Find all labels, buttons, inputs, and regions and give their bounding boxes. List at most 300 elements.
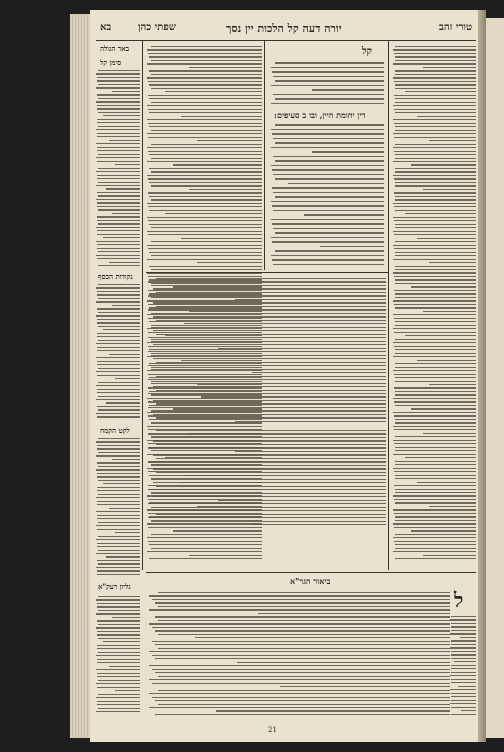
text-line xyxy=(97,648,140,649)
commentary-text xyxy=(146,430,386,530)
text-line xyxy=(147,63,262,64)
text-line xyxy=(112,459,140,460)
text-line xyxy=(148,393,386,394)
text-line xyxy=(312,151,384,153)
text-line xyxy=(98,466,140,467)
left-margin-subtitle: סימן קל xyxy=(100,58,122,67)
text-line xyxy=(148,489,386,490)
text-line xyxy=(395,182,476,183)
text-line xyxy=(152,655,450,656)
text-line xyxy=(97,501,140,502)
text-line xyxy=(97,504,140,505)
text-line xyxy=(98,563,140,564)
left-margin-subtitle: גליון רעק"א xyxy=(98,582,131,591)
text-line xyxy=(156,292,386,293)
text-line xyxy=(395,461,476,462)
text-line xyxy=(97,490,140,491)
text-line xyxy=(155,658,450,659)
text-line xyxy=(115,690,140,691)
text-line xyxy=(147,77,262,78)
text-line xyxy=(147,49,262,50)
text-line xyxy=(155,630,450,631)
text-line xyxy=(304,214,384,216)
text-line xyxy=(98,98,140,99)
text-line xyxy=(97,704,140,705)
text-line xyxy=(218,500,386,501)
text-line xyxy=(96,143,140,144)
text-line xyxy=(395,185,476,186)
text-line xyxy=(429,140,476,141)
text-line xyxy=(271,67,384,69)
text-line xyxy=(149,182,262,183)
text-line xyxy=(96,441,140,442)
text-line xyxy=(98,112,140,113)
text-line xyxy=(149,266,262,267)
text-line xyxy=(98,550,140,551)
text-line xyxy=(151,437,386,438)
text-line xyxy=(98,480,140,481)
opening-letter: ל xyxy=(454,588,464,612)
text-line xyxy=(155,700,450,701)
text-line xyxy=(184,475,386,476)
text-line xyxy=(393,551,476,552)
text-line xyxy=(97,248,140,249)
text-line xyxy=(97,244,140,245)
text-line xyxy=(96,567,140,568)
text-line xyxy=(97,687,140,688)
text-line xyxy=(97,631,140,632)
text-line xyxy=(280,686,450,687)
text-line xyxy=(272,223,384,225)
text-line xyxy=(272,187,384,189)
text-line xyxy=(152,697,450,698)
text-line xyxy=(395,168,476,169)
text-line xyxy=(173,530,262,531)
text-line xyxy=(98,536,140,537)
text-line xyxy=(395,436,476,437)
text-line xyxy=(394,137,476,138)
text-line xyxy=(275,160,384,162)
text-line xyxy=(395,339,476,340)
text-line xyxy=(112,617,140,618)
text-line xyxy=(394,220,476,221)
text-line xyxy=(394,123,476,124)
text-line xyxy=(97,178,140,179)
text-line xyxy=(395,422,476,423)
gra-commentary-text xyxy=(146,592,450,720)
text-line xyxy=(156,458,386,459)
text-line xyxy=(148,295,386,296)
text-line xyxy=(97,570,140,571)
text-line xyxy=(96,199,140,200)
text-line xyxy=(450,633,476,634)
text-line xyxy=(184,323,386,324)
text-line xyxy=(156,334,386,335)
text-line xyxy=(394,234,476,235)
text-line xyxy=(411,530,476,531)
text-line xyxy=(96,711,140,712)
text-line xyxy=(149,665,450,666)
text-line xyxy=(148,53,262,54)
text-line xyxy=(98,84,140,85)
text-line xyxy=(96,511,140,512)
text-line xyxy=(273,138,384,140)
text-line xyxy=(450,619,476,620)
siman-heading: דין יחומת היין, ובו ב סעיפים: xyxy=(274,110,366,120)
text-line xyxy=(151,185,262,186)
text-line xyxy=(98,522,140,523)
text-line xyxy=(393,147,476,148)
text-line xyxy=(97,291,140,292)
text-line xyxy=(96,101,140,102)
text-line xyxy=(394,332,476,333)
text-line xyxy=(148,351,386,352)
text-line xyxy=(395,377,476,378)
text-line xyxy=(97,574,140,575)
text-line xyxy=(98,396,140,397)
text-line xyxy=(156,376,386,377)
text-line xyxy=(147,133,262,134)
text-line xyxy=(393,454,476,455)
text-line xyxy=(393,133,476,134)
text-line xyxy=(151,313,386,314)
text-line xyxy=(97,119,140,120)
text-line xyxy=(395,502,476,503)
text-line xyxy=(103,329,140,330)
text-line xyxy=(98,708,140,709)
text-line xyxy=(395,98,476,99)
text-line xyxy=(158,690,450,691)
text-line xyxy=(394,485,476,486)
text-line xyxy=(148,220,262,221)
text-line xyxy=(98,195,140,196)
text-line xyxy=(394,95,476,96)
bottom-commentary-title: ביאור הגר"א xyxy=(290,576,331,586)
text-line xyxy=(273,94,384,96)
text-line xyxy=(149,56,262,57)
text-line xyxy=(451,696,476,697)
text-line xyxy=(156,444,386,445)
text-line xyxy=(429,262,476,263)
text-line xyxy=(394,387,476,388)
text-line xyxy=(395,60,476,61)
text-line xyxy=(98,340,140,341)
text-line xyxy=(97,161,140,162)
text-line xyxy=(147,217,262,218)
text-line xyxy=(394,541,476,542)
left-margin-text xyxy=(96,438,140,578)
text-line xyxy=(395,520,476,521)
text-line xyxy=(252,524,386,525)
text-line xyxy=(109,354,140,355)
header-left-title: שפתי כהן xyxy=(138,22,176,33)
text-line xyxy=(158,634,450,635)
text-line xyxy=(112,213,140,214)
text-line xyxy=(393,49,476,50)
text-line xyxy=(272,241,384,243)
text-line xyxy=(394,374,476,375)
text-line xyxy=(97,133,140,134)
folio-number: 21 xyxy=(268,726,277,734)
text-line xyxy=(97,319,140,320)
text-line xyxy=(395,227,476,228)
text-line xyxy=(258,613,450,614)
text-line xyxy=(97,529,140,530)
text-line xyxy=(106,556,140,557)
text-line xyxy=(97,230,140,231)
text-line xyxy=(216,710,450,711)
text-line xyxy=(97,487,140,488)
text-line xyxy=(395,102,476,103)
text-line xyxy=(148,309,386,310)
gra-commentary-text xyxy=(450,616,476,720)
text-line xyxy=(97,416,140,417)
text-line xyxy=(103,483,140,484)
text-line xyxy=(451,672,476,673)
text-line xyxy=(271,255,384,257)
text-line xyxy=(395,391,476,392)
text-line xyxy=(148,447,386,448)
text-line xyxy=(98,126,140,127)
text-line xyxy=(152,599,450,600)
text-line xyxy=(395,381,476,382)
text-line xyxy=(201,396,386,397)
text-line xyxy=(149,98,262,99)
text-line xyxy=(271,219,384,221)
text-line xyxy=(97,543,140,544)
text-line xyxy=(158,704,450,705)
text-line xyxy=(405,213,476,214)
text-line xyxy=(97,560,140,561)
text-line xyxy=(153,288,386,289)
text-line xyxy=(395,419,476,420)
text-line xyxy=(394,81,476,82)
text-line xyxy=(148,81,262,82)
text-line xyxy=(395,325,476,326)
text-line xyxy=(275,250,384,252)
text-line xyxy=(394,318,476,319)
text-line xyxy=(395,224,476,225)
text-line xyxy=(96,399,140,400)
text-line xyxy=(151,355,386,356)
text-line xyxy=(98,223,140,224)
text-line xyxy=(147,147,262,148)
text-line xyxy=(96,655,140,656)
text-line xyxy=(152,641,450,642)
text-line xyxy=(96,87,140,88)
text-line xyxy=(394,499,476,500)
text-line xyxy=(96,455,140,456)
text-line xyxy=(147,537,262,538)
text-line xyxy=(97,659,140,660)
text-line xyxy=(395,464,476,465)
text-line xyxy=(395,394,476,395)
text-line xyxy=(429,506,476,507)
text-line xyxy=(148,137,262,138)
text-line xyxy=(395,353,476,354)
text-line xyxy=(96,371,140,372)
text-line xyxy=(451,651,476,652)
text-line xyxy=(97,206,140,207)
text-line xyxy=(96,497,140,498)
text-line xyxy=(147,161,262,162)
text-line xyxy=(151,74,262,75)
text-line xyxy=(394,304,476,305)
text-line xyxy=(151,507,386,508)
text-line xyxy=(115,532,140,533)
text-line xyxy=(98,168,140,169)
commentary-text xyxy=(146,278,386,426)
text-line xyxy=(395,56,476,57)
text-line xyxy=(149,707,450,708)
text-line xyxy=(97,136,140,137)
section-rule xyxy=(146,272,388,273)
text-line xyxy=(394,276,476,277)
left-margin-text xyxy=(96,284,140,422)
text-line xyxy=(451,630,476,631)
text-line xyxy=(109,508,140,509)
text-line xyxy=(97,406,140,407)
text-line xyxy=(275,124,384,126)
text-line xyxy=(394,346,476,347)
text-line xyxy=(423,433,476,434)
text-line xyxy=(395,544,476,545)
text-line xyxy=(235,299,386,300)
text-line xyxy=(235,451,386,452)
text-line xyxy=(395,489,476,490)
text-line xyxy=(151,534,262,535)
text-line xyxy=(98,182,140,183)
text-line xyxy=(393,77,476,78)
main-text xyxy=(270,124,384,270)
text-line xyxy=(97,216,140,217)
text-line xyxy=(271,237,384,239)
text-line xyxy=(153,344,386,345)
text-line xyxy=(97,676,140,677)
text-line xyxy=(153,330,386,331)
text-line xyxy=(395,74,476,75)
text-line xyxy=(153,358,386,359)
text-line xyxy=(395,158,476,159)
text-line xyxy=(96,525,140,526)
text-line xyxy=(97,603,140,604)
text-line xyxy=(98,610,140,611)
text-line xyxy=(395,363,476,364)
text-line xyxy=(97,94,140,95)
text-line xyxy=(97,364,140,365)
text-line xyxy=(458,686,476,687)
text-line xyxy=(153,510,386,511)
text-line xyxy=(147,259,262,260)
main-text xyxy=(270,62,384,108)
text-line xyxy=(275,62,384,64)
text-line xyxy=(173,164,262,165)
text-line xyxy=(148,365,386,366)
text-line xyxy=(98,382,140,383)
text-line xyxy=(395,144,476,145)
text-line xyxy=(147,119,262,120)
text-line xyxy=(273,174,384,176)
text-line xyxy=(393,398,476,399)
text-line xyxy=(115,164,140,165)
text-line xyxy=(395,196,476,197)
text-line xyxy=(97,448,140,449)
text-line xyxy=(151,158,262,159)
text-line xyxy=(96,613,140,614)
text-line xyxy=(151,255,262,256)
header-rule xyxy=(96,40,476,41)
text-line xyxy=(395,475,476,476)
text-line xyxy=(156,362,386,363)
text-line xyxy=(97,105,140,106)
text-line xyxy=(181,238,262,239)
text-line xyxy=(148,461,386,462)
text-line xyxy=(96,683,140,684)
text-line xyxy=(393,300,476,301)
text-line xyxy=(395,349,476,350)
text-line xyxy=(98,494,140,495)
text-line xyxy=(394,415,476,416)
text-line xyxy=(461,710,476,711)
text-line xyxy=(395,126,476,127)
text-line xyxy=(97,662,140,663)
text-line xyxy=(395,478,476,479)
text-line xyxy=(153,316,386,317)
text-line xyxy=(97,220,140,221)
text-line xyxy=(96,171,140,172)
text-line xyxy=(395,266,476,267)
text-line xyxy=(151,410,386,411)
text-line xyxy=(275,98,384,100)
text-line xyxy=(97,175,140,176)
text-line xyxy=(156,472,386,473)
text-line xyxy=(151,227,262,228)
text-line xyxy=(98,312,140,313)
text-line xyxy=(96,287,140,288)
text-line xyxy=(395,279,476,280)
text-line xyxy=(394,443,476,444)
text-line xyxy=(97,192,140,193)
text-line xyxy=(151,521,386,522)
text-line xyxy=(451,682,476,683)
text-line xyxy=(153,400,386,401)
text-line xyxy=(109,262,140,263)
text-line xyxy=(109,140,140,141)
text-line xyxy=(97,645,140,646)
text-line xyxy=(97,473,140,474)
text-line xyxy=(98,596,140,597)
text-line xyxy=(158,592,450,593)
text-line xyxy=(98,251,140,252)
text-line xyxy=(394,471,476,472)
text-line xyxy=(96,539,140,540)
text-line xyxy=(393,328,476,329)
text-line xyxy=(411,164,476,165)
text-line xyxy=(148,503,386,504)
text-line xyxy=(112,91,140,92)
text-line xyxy=(393,426,476,427)
text-line xyxy=(96,315,140,316)
text-line xyxy=(395,130,476,131)
text-line xyxy=(237,662,450,663)
text-line xyxy=(148,379,386,380)
text-line xyxy=(151,144,262,145)
text-line xyxy=(98,638,140,639)
text-line xyxy=(97,80,140,81)
text-line xyxy=(96,599,140,600)
text-line xyxy=(395,297,476,298)
text-line xyxy=(97,462,140,463)
